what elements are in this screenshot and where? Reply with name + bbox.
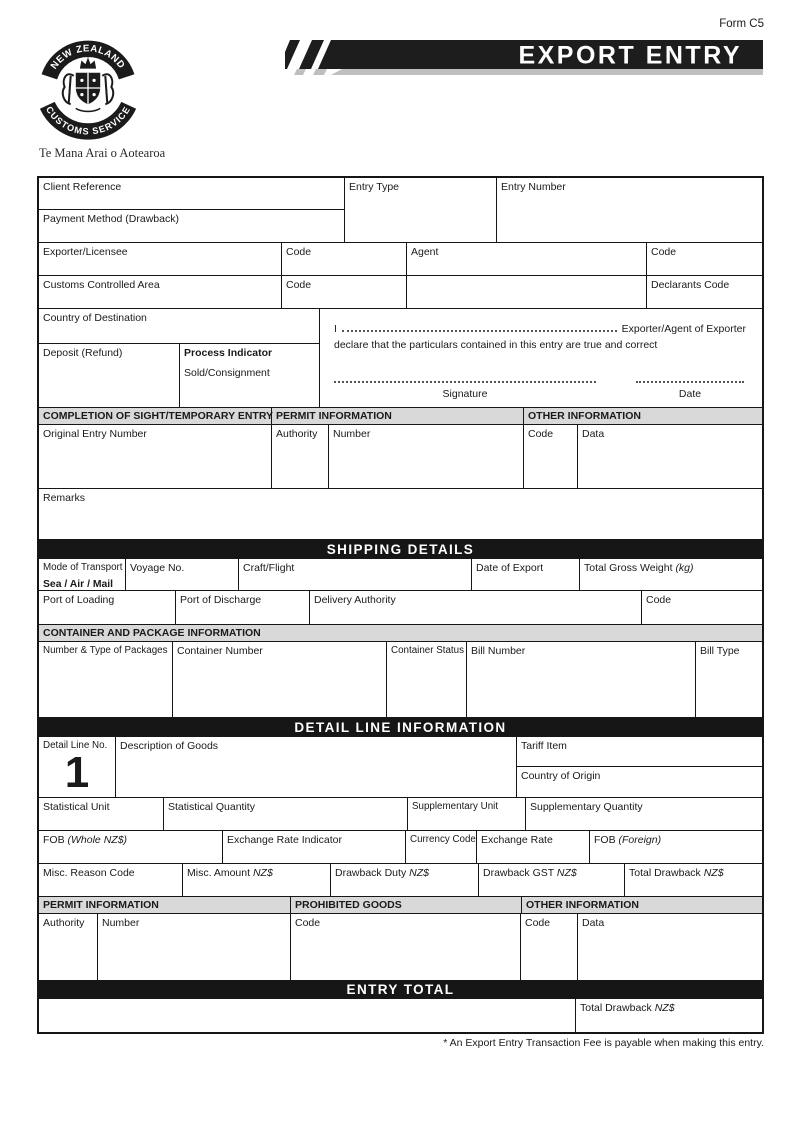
declaration-line-2: declare that the particulars contained in this entry are true and correct [334,339,658,351]
fob-whole-field[interactable] [39,831,222,863]
mode-of-transport-field[interactable] [39,559,125,590]
section-header-row [39,896,762,913]
cca-code-label: Code [286,279,312,291]
prohibited-code-field[interactable] [290,914,520,980]
misc-amount-field[interactable] [182,864,330,896]
exporter-licensee-field[interactable] [39,243,281,275]
craft-flight-label: Craft/Flight [243,562,295,574]
statistical-quantity-field[interactable] [163,798,407,830]
client-reference-field[interactable] [39,178,344,209]
label-text: Total Drawback [629,867,701,879]
exporter-code-label: Code [286,246,312,258]
date-label: Date [678,388,702,400]
entry-total-banner-label: ENTRY TOTAL [346,982,455,997]
other2-code-label: Code [525,917,551,929]
other-data-field[interactable] [577,425,762,488]
declarants-code-label: Declarants Code [651,279,730,291]
form-row [39,736,762,797]
label-unit: (kg) [675,562,694,574]
date-of-export-field[interactable] [471,559,579,590]
mode-options-label: Sea / Air / Mail [43,579,114,591]
other2-code-field[interactable] [520,914,577,980]
cell-group [39,178,344,242]
permit2-authority-field[interactable] [39,914,97,980]
number-type-packages-field[interactable] [39,642,172,717]
prohibited-goods-header-label: PROHIBITED GOODS [295,899,402,911]
form-row [39,178,762,242]
crest-svg [34,30,142,144]
permit-authority-field[interactable] [271,425,328,488]
tariff-item-field[interactable] [517,737,762,766]
crown-orb [87,55,90,58]
form-row [39,590,762,624]
original-entry-number-field[interactable] [39,425,271,488]
statistical-unit-field[interactable] [39,798,163,830]
label-currency: NZ$ [703,867,724,879]
misc-reason-code-label: Misc. Reason Code [43,867,135,879]
scroll-base [76,108,100,111]
number-type-packages-label: Number & Type of Packages [43,645,168,656]
tariff-item-label: Tariff Item [521,740,567,752]
signature-label: Signature [442,388,488,400]
detail-line-no-field[interactable] [39,737,115,797]
entry-type-label: Entry Type [349,181,399,193]
permit-information-header-2-label: PERMIT INFORMATION [43,899,159,911]
cell-group [39,343,319,407]
other-information-header-2-label: OTHER INFORMATION [526,899,639,911]
form-row [39,641,762,717]
exporter-licensee-label: Exporter/Licensee [43,246,128,258]
container-number-field[interactable] [172,642,386,717]
declaration-suffix: Exporter/Agent of Exporter [621,323,746,335]
signature-block [334,381,596,400]
entry-total-drawback-field[interactable] [575,999,762,1032]
banner-shadow-stripe-1 [294,69,306,75]
shield-emblem-4 [92,93,95,96]
left-supporter-figure [63,74,74,104]
label-qualifier: (Whole NZ$) [67,834,128,846]
permit-number-field[interactable] [328,425,523,488]
permit-number-label: Number [333,428,371,440]
detail-line-banner [39,717,762,736]
exchange-rate-field[interactable] [476,831,589,863]
export-entry-form-table [37,176,764,1034]
label-text: FOB [43,834,65,846]
statistical-unit-label: Statistical Unit [43,801,110,813]
process-indicator-label: Process Indicator [184,347,273,359]
detail-line-no-label: Detail Line No. [43,740,108,751]
date-block [636,381,744,400]
process-indicator-field[interactable] [179,344,319,407]
banner-stripe-1 [285,40,300,69]
label-text: Misc. Amount [187,867,251,879]
entry-total-banner [39,980,762,998]
declaration-content [320,309,762,406]
page-title: EXPORT ENTRY [518,41,742,70]
shield-emblem-3 [80,93,83,96]
craft-flight-field[interactable] [238,559,471,590]
label-currency: NZ$ [409,867,429,879]
fob-foreign-field[interactable] [589,831,762,863]
exchange-rate-indicator-field[interactable] [222,831,405,863]
label-qualifier: (Foreign) [618,834,662,846]
shield-emblem-2 [92,79,95,82]
section-header-row [39,407,762,424]
original-entry-number-label: Original Entry Number [43,428,147,440]
crown-icon [80,57,96,68]
entry-number-field[interactable] [496,178,762,242]
form-row [39,488,762,539]
supplementary-quantity-field[interactable] [525,798,762,830]
exporter-code-field[interactable] [281,243,406,275]
label-text: Drawback Duty [335,867,407,879]
customs-controlled-area-label: Customs Controlled Area [43,279,160,291]
shield-emblem-1 [80,79,83,82]
form-code: Form C5 [719,18,764,30]
statistical-quantity-label: Statistical Quantity [168,801,255,813]
permit-information-header-label: PERMIT INFORMATION [276,410,392,422]
entry-total-drawback-label [576,999,762,1015]
supplementary-unit-field[interactable] [407,798,525,830]
agent-code-label: Code [651,246,677,258]
export-entry-banner [285,40,763,78]
agent-code-field[interactable] [646,243,762,275]
drawback-gst-field[interactable] [478,864,624,896]
declaration-panel [319,309,762,407]
label-currency: NZ$ [654,1002,675,1014]
detail-line-number-value: 1 [64,748,90,798]
permit-authority-label: Authority [276,428,318,440]
supplementary-quantity-label: Supplementary Quantity [530,801,643,813]
signature-line[interactable] [334,381,596,385]
permit2-number-field[interactable] [97,914,290,980]
crest-top-text: NEW ZEALAND [48,43,128,72]
nz-customs-crest-icon [34,30,142,144]
date-line[interactable] [636,381,744,385]
country-of-origin-label: Country of Origin [521,770,601,782]
declaration-prefix: I [334,323,337,335]
client-reference-label: Client Reference [43,181,122,193]
form-row [39,863,762,896]
right-supporter-figure [102,74,113,104]
other2-data-field[interactable] [577,914,762,980]
cell-group [39,309,319,407]
other2-data-label: Data [582,917,605,929]
supplementary-unit-label: Supplementary Unit [412,801,499,812]
cell-group [516,737,762,797]
currency-code-label: Currency Code [410,834,476,845]
total-gross-weight-field[interactable] [579,559,762,590]
label-currency: NZ$ [252,867,273,879]
country-of-origin-field[interactable] [517,766,762,797]
port-of-discharge-field[interactable] [175,591,309,624]
port-of-loading-field[interactable] [39,591,175,624]
signature-row [334,381,746,400]
declaration-line-1 [334,323,746,335]
remarks-label: Remarks [43,492,86,504]
form-row [39,913,762,980]
container-package-header [39,625,762,641]
fob-foreign-label [590,831,762,847]
deposit-refund-label: Deposit (Refund) [43,347,123,359]
prohibited-goods-header [290,897,521,913]
permit2-number-label: Number [102,917,140,929]
section-header-row [39,624,762,641]
label-text: Total Drawback [580,1002,652,1014]
drawback-duty-field[interactable] [330,864,478,896]
misc-reason-code-field[interactable] [39,864,182,896]
payment-method-label: Payment Method (Drawback) [43,213,179,225]
voyage-no-label: Voyage No. [130,562,185,574]
completion-sight-header-label: COMPLETION OF SIGHT/TEMPORARY ENTRY [43,410,274,422]
banner-svg [285,40,763,78]
delivery-authority-label: Delivery Authority [314,594,396,606]
deposit-refund-field[interactable] [39,344,179,407]
other-information-header-2 [521,897,762,913]
country-of-destination-field[interactable] [39,309,319,343]
container-number-label: Container Number [177,645,263,657]
delivery-authority-field[interactable] [309,591,641,624]
other-information-header-label: OTHER INFORMATION [528,410,641,422]
bill-number-label: Bill Number [471,645,526,657]
container-status-label: Container Status [391,645,464,656]
bill-type-field[interactable] [695,642,762,717]
other-code-field[interactable] [523,425,577,488]
detail-line-banner-label: DETAIL LINE INFORMATION [294,720,507,735]
agent-field[interactable] [406,243,646,275]
bill-number-field[interactable] [466,642,695,717]
exchange-rate-indicator-label: Exchange Rate Indicator [227,834,342,846]
exchange-rate-label: Exchange Rate [481,834,553,846]
container-status-field[interactable] [386,642,466,717]
crest-bottom-text: CUSTOMS SERVICE [43,104,133,137]
misc-amount-label [183,864,330,880]
drawback-duty-label [331,864,478,880]
customs-controlled-area-field[interactable] [39,276,281,308]
entry-total-blank-field[interactable] [39,999,575,1032]
shipping-details-banner-label: SHIPPING DETAILS [326,542,475,557]
total-gross-weight-label [580,559,762,575]
voyage-no-field[interactable] [125,559,238,590]
form-row [39,797,762,830]
dotted-leader[interactable] [342,329,617,332]
label-text: FOB [594,834,616,846]
delivery-code-field[interactable] [641,591,762,624]
completion-sight-header [39,408,274,424]
drawback-gst-label [479,864,624,880]
form-row [39,424,762,488]
delivery-code-label: Code [646,594,672,606]
permit-information-header [271,408,523,424]
port-of-discharge-label: Port of Discharge [180,594,262,606]
date-of-export-label: Date of Export [476,562,544,574]
sold-consignment-label: Sold/Consignment [184,367,270,380]
shipping-details-banner [39,539,762,558]
entry-type-field[interactable] [344,178,496,242]
entry-number-label: Entry Number [501,181,566,193]
form-row [39,830,762,863]
payment-method-field[interactable] [39,209,344,242]
bill-type-label: Bill Type [700,645,740,657]
transaction-fee-footnote: * An Export Entry Transaction Fee is payable when making this entry. [443,1037,764,1049]
other-information-header [523,408,762,424]
label-text: Drawback GST [483,867,554,879]
label-currency: NZ$ [556,867,577,879]
banner-shadow-stripe-2 [313,69,327,75]
form-row [39,308,762,407]
total-drawback-field[interactable] [624,864,762,896]
fob-whole-label [39,831,222,847]
mode-of-transport-label: Mode of Transport [43,562,123,573]
blank-field[interactable] [406,276,646,308]
form-row [39,558,762,590]
banner-shadow [331,69,763,75]
permit2-authority-label: Authority [43,917,85,929]
currency-code-field[interactable] [405,831,476,863]
permit-information-header-2 [39,897,290,913]
customs-motto: Te Mana Arai o Aotearoa [39,146,166,160]
port-of-loading-label: Port of Loading [43,594,115,606]
description-of-goods-field[interactable] [115,737,516,797]
other-code-label: Code [528,428,554,440]
cca-code-field[interactable] [281,276,406,308]
form-row [39,998,762,1032]
agent-label: Agent [411,246,439,258]
label-text: Total Gross Weight [584,562,673,574]
other-data-label: Data [582,428,605,440]
declarants-code-field[interactable] [646,276,762,308]
prohibited-code-label: Code [295,917,321,929]
description-of-goods-label: Description of Goods [120,740,219,752]
total-drawback-label [625,864,762,880]
country-of-destination-label: Country of Destination [43,312,147,324]
form-row [39,242,762,275]
container-package-header-label: CONTAINER AND PACKAGE INFORMATION [43,627,261,639]
remarks-field[interactable] [39,489,762,539]
form-row [39,275,762,308]
